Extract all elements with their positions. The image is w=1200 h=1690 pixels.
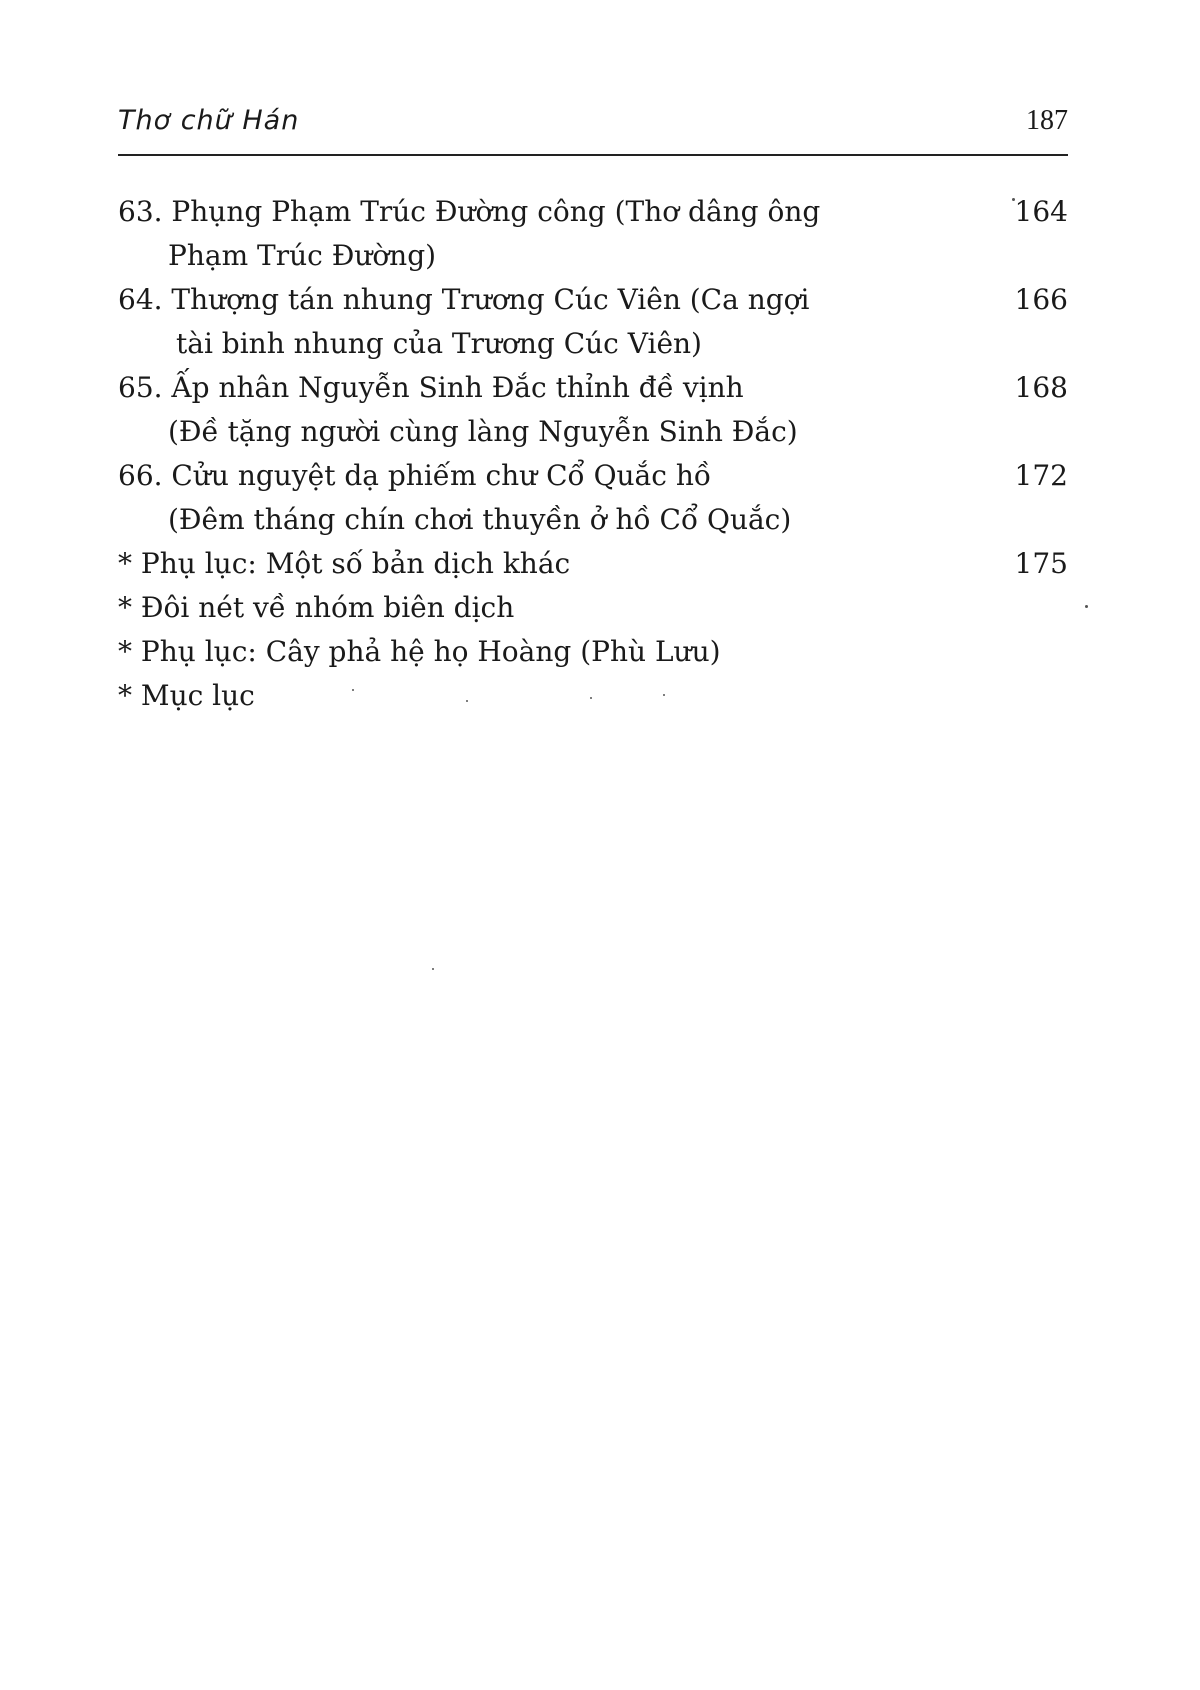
scan-speck bbox=[466, 700, 468, 702]
scan-speck bbox=[1085, 605, 1088, 608]
toc-entry-translators bbox=[118, 586, 1068, 630]
scan-speck bbox=[1012, 198, 1015, 201]
toc-entry-title: * Phụ lục: Một số bản dịch khác bbox=[118, 547, 571, 580]
toc-entry-title: 63. Phụng Phạm Trúc Đường công (Thơ dâng ông bbox=[118, 195, 821, 228]
table-of-contents bbox=[118, 190, 1068, 718]
scan-speck bbox=[352, 689, 354, 691]
toc-entry-page: 164 bbox=[1014, 195, 1068, 228]
toc-entry-title: 64. Thượng tán nhung Trương Cúc Viên (Ca ngợi bbox=[118, 283, 810, 316]
toc-entry-title: * Đôi nét về nhóm biên dịch bbox=[118, 591, 515, 624]
toc-entry-page: 172 bbox=[1014, 459, 1068, 492]
toc-entry-title: * Mục lục bbox=[118, 679, 255, 712]
scan-speck bbox=[590, 697, 592, 699]
toc-entry-subtitle: (Đề tặng người cùng làng Nguyễn Sinh Đắc) bbox=[168, 415, 798, 448]
toc-entry-title: * Phụ lục: Cây phả hệ họ Hoàng (Phù Lưu) bbox=[118, 635, 721, 668]
toc-entry-63 bbox=[118, 190, 1068, 278]
toc-entry-title: 66. Cửu nguyệt dạ phiếm chư Cổ Quắc hồ bbox=[118, 459, 711, 492]
book-title: Thơ chữ Hán bbox=[118, 105, 300, 136]
running-head bbox=[118, 105, 1068, 145]
toc-entry-page: 166 bbox=[1014, 283, 1068, 316]
header-rule bbox=[118, 154, 1068, 156]
toc-entry-subtitle: Phạm Trúc Đường) bbox=[168, 239, 437, 272]
toc-entry-subtitle: (Đêm tháng chín chơi thuyền ở hồ Cổ Quắc) bbox=[168, 503, 792, 536]
toc-entry-contents bbox=[118, 674, 1068, 718]
toc-entry-64 bbox=[118, 278, 1068, 366]
toc-entry-page: 168 bbox=[1014, 371, 1068, 404]
page-number: 187 bbox=[1026, 105, 1068, 136]
toc-entry-subtitle: tài binh nhung của Trương Cúc Viên) bbox=[176, 327, 702, 360]
toc-entry-66 bbox=[118, 454, 1068, 542]
toc-entry-title: 65. Ấp nhân Nguyễn Sinh Đắc thỉnh đề vịnh bbox=[118, 371, 744, 404]
toc-entry-page: 175 bbox=[1014, 547, 1068, 580]
scan-speck bbox=[663, 694, 665, 696]
toc-entry-appendix-family-tree bbox=[118, 630, 1068, 674]
toc-entry-65 bbox=[118, 366, 1068, 454]
scan-speck bbox=[432, 968, 434, 970]
toc-entry-appendix-translations bbox=[118, 542, 1068, 586]
